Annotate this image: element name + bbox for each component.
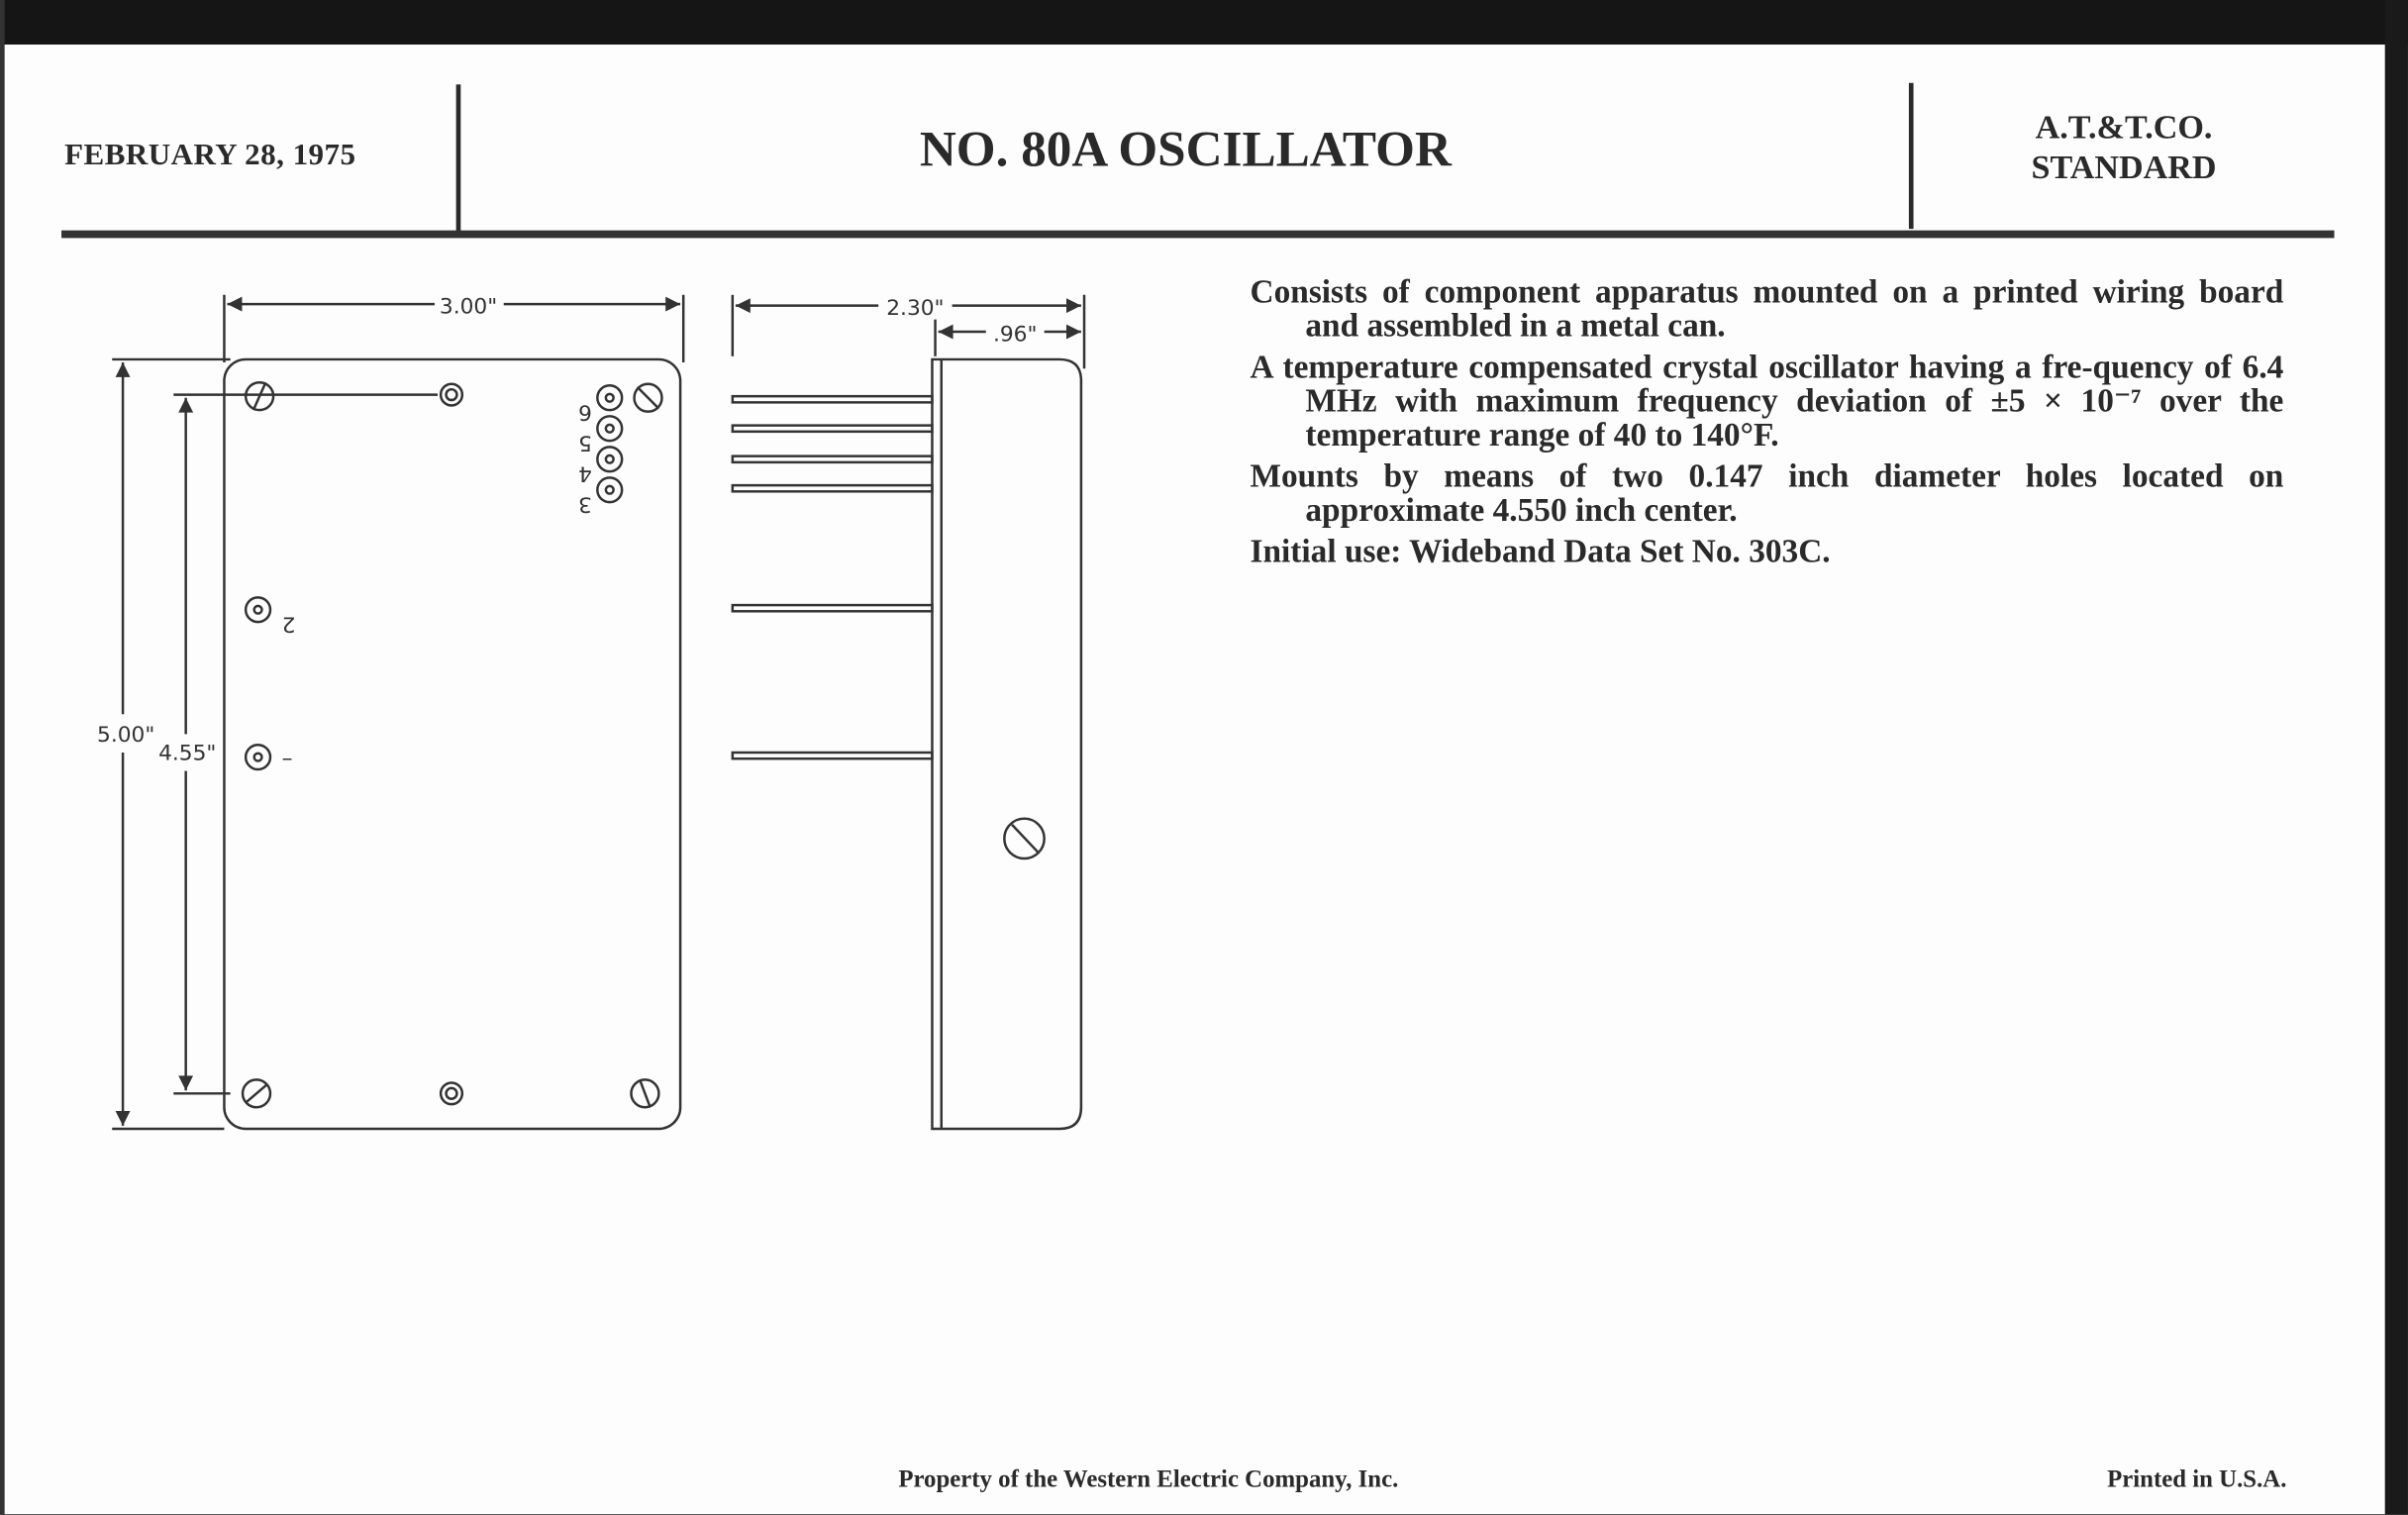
pin-label: 6 (578, 399, 592, 425)
screw-icon (243, 1079, 270, 1107)
description-paragraph: Initial use: Wideband Data Set No. 303C. (1250, 533, 1831, 570)
screw-icon (246, 382, 273, 410)
pin-icon (597, 447, 622, 471)
description-paragraph: A temperature compensated crystal oscillator having a fre-quency of 6.4 MHz with maximum frequency deviation of ±5 × 10⁻⁷ over the temperature range of 40 to 140°F. (1250, 349, 2284, 454)
screw-icon (631, 1079, 658, 1107)
pin-icon (246, 597, 270, 622)
mount-dimension: 4.55" (158, 741, 217, 766)
can-dimension: .96" (992, 322, 1038, 348)
pin-label: – (281, 746, 293, 771)
pin-icon (246, 745, 270, 769)
pin-label: 2 (281, 611, 296, 637)
pin-label: 5 (578, 430, 592, 455)
standard-line-2: STANDARD (2031, 147, 2217, 186)
screw-icon (635, 384, 662, 412)
issue-date: FEBRUARY 28, 1975 (64, 138, 356, 172)
stud-icon (441, 384, 462, 406)
side-pins (733, 396, 933, 758)
front-view-outline (224, 359, 680, 1129)
page-title: NO. 80A OSCILLATOR (919, 123, 1452, 178)
printed-notice: Printed in U.S.A. (2107, 1466, 2287, 1493)
property-notice: Property of the Western Electric Company, Inc. (898, 1466, 1399, 1493)
depth-dimension: 2.30" (886, 295, 945, 321)
width-dimension: 3.00" (439, 294, 498, 320)
pin-label: 4 (578, 460, 592, 486)
description-paragraph: Consists of component apparatus mounted on a printed wiring board and assembled in a metal can. (1250, 273, 2284, 345)
side-view-can (932, 359, 1080, 1129)
pin-icon (597, 385, 622, 410)
description-paragraph: Mounts by means of two 0.147 inch diameter holes located on approximate 4.550 inch center. (1250, 457, 2284, 529)
standard-line-1: A.T.&T.CO. (2035, 107, 2213, 147)
screw-icon (1004, 819, 1044, 858)
pin-label: 3 (578, 491, 592, 517)
height-dimension: 5.00" (97, 723, 155, 749)
pin-icon (597, 477, 622, 502)
stud-icon (441, 1082, 462, 1104)
pin-icon (597, 416, 622, 441)
